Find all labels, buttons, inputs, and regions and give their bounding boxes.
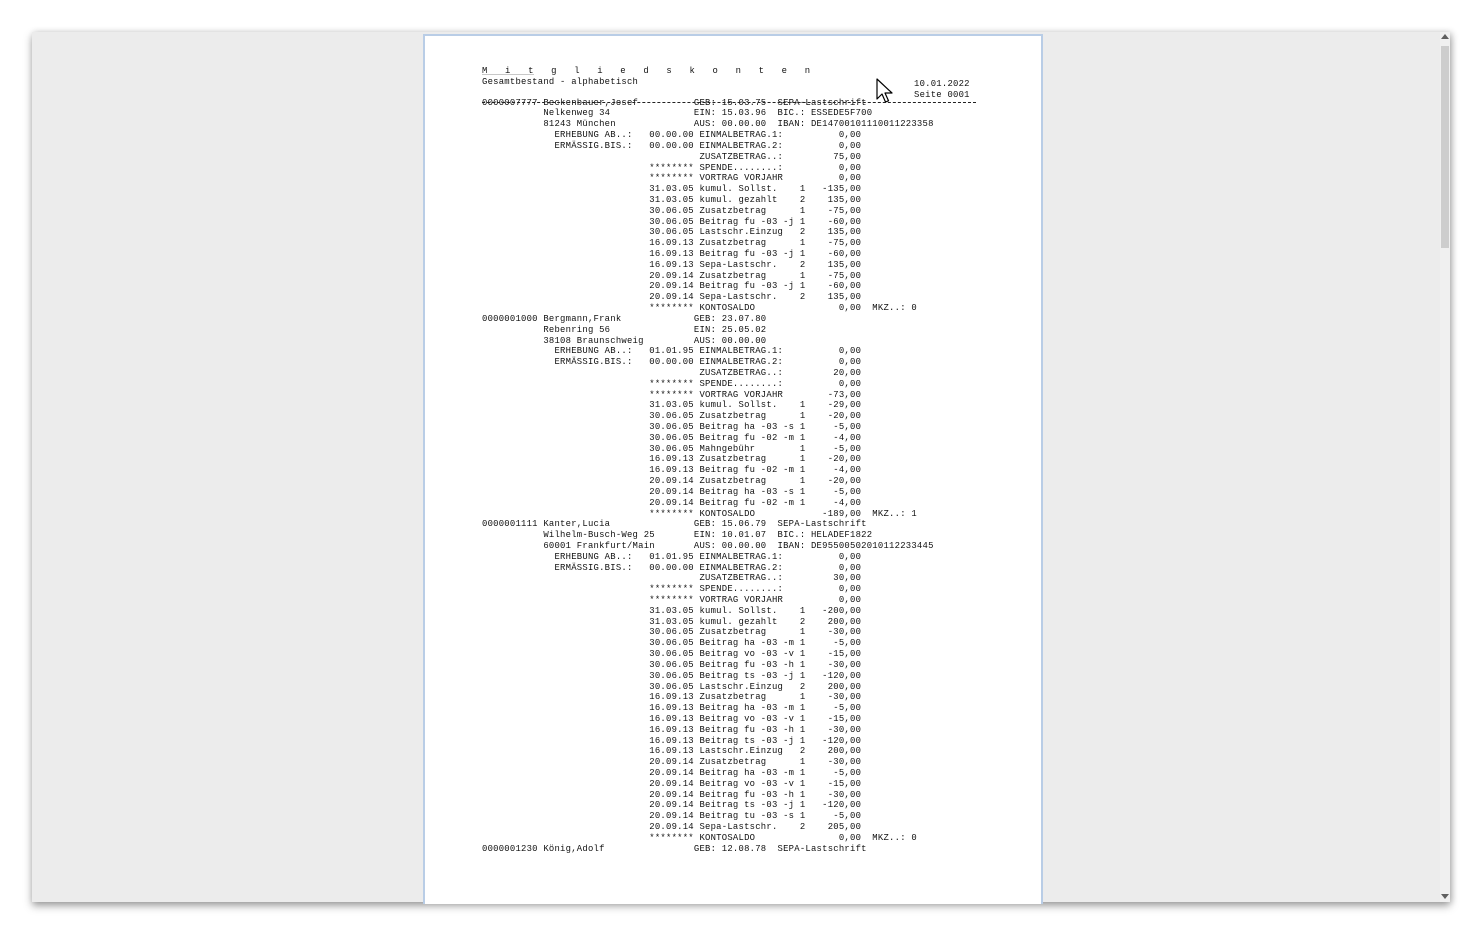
report-line: 20.09.14 Beitrag tu -03 -s 1 -5,00 — [482, 811, 862, 822]
report-line: ******** KONTOSALDO 0,00 MKZ..: 0 — [482, 832, 917, 843]
report-line: 30.06.05 Beitrag ha -03 -s 1 -5,00 — [482, 422, 862, 432]
report-line: 0000001000 Bergmann,Frank GEB: 23.07.80 — [482, 313, 767, 324]
report-line: 16.09.13 Zusatzbetrag 1 -20,00 — [482, 454, 862, 465]
report-line: 0000001111 Kanter,Lucia GEB: 15.06.79 SEPA-Lastschrift — [482, 519, 867, 530]
report-line: 0000001230 König,Adolf GEB: 12.08.78 SEPA-Lastschrift — [482, 843, 867, 854]
report-line: 30.06.05 Beitrag fu -03 -h 1 -30,00 — [482, 659, 862, 670]
scroll-up-arrow-icon[interactable] — [1441, 34, 1449, 39]
report-page-number: Seite 0001 — [914, 90, 970, 100]
report-line: ******** SPENDE........: 0,00 — [482, 162, 862, 173]
report-line: 31.03.05 kumul. gezahlt 2 135,00 — [482, 194, 862, 205]
report-line: ******** SPENDE........: 0,00 — [482, 584, 862, 595]
report-line: 31.03.05 kumul. gezahlt 2 200,00 — [482, 616, 862, 627]
report-line: ******** VORTRAG VORJAHR 0,00 — [482, 173, 862, 184]
mouse-pointer-icon — [876, 78, 894, 106]
report-line: 20.09.14 Sepa-Lastschr. 2 135,00 — [482, 292, 862, 303]
report-line: 20.09.14 Beitrag ts -03 -j 1 -120,00 — [482, 800, 862, 811]
report-line: ******** VORTRAG VORJAHR -73,00 — [482, 389, 862, 400]
report-line: 30.06.05 Beitrag ts -03 -j 1 -120,00 — [482, 670, 862, 681]
report-line: ******** VORTRAG VORJAHR 0,00 — [482, 595, 862, 605]
report-line: ZUSATZBETRAG..: 30,00 — [482, 573, 862, 584]
report-line: 30.06.05 Mahngebühr 1 -5,00 — [482, 443, 862, 454]
report-line: 30.06.05 Beitrag ha -03 -m 1 -5,00 — [482, 638, 862, 649]
report-line: 20.09.14 Beitrag fu -03 -j 1 -60,00 — [482, 281, 862, 292]
report-date: 10.01.2022 — [914, 79, 970, 89]
report-line: 30.06.05 Beitrag fu -02 -m 1 -4,00 — [482, 432, 862, 443]
scroll-thumb[interactable] — [1441, 46, 1449, 248]
report-line: 20.09.14 Sepa-Lastschr. 2 205,00 — [482, 822, 862, 833]
report-line: 38108 Braunschweig AUS: 00.00.00 — [482, 335, 767, 346]
report-text — [482, 66, 934, 855]
report-line: 81243 München AUS: 00.00.00 IBAN: DE14700101110011223358 — [482, 119, 934, 130]
report-line: 31.03.05 kumul. Sollst. 1 -200,00 — [482, 605, 862, 616]
report-line: 30.06.05 Lastschr.Einzug 2 135,00 — [482, 227, 862, 238]
report-line: 16.09.13 Zusatzbetrag 1 -30,00 — [482, 692, 862, 703]
report-line: 20.09.14 Beitrag fu -03 -h 1 -30,00 — [482, 789, 862, 800]
report-line: Nelkenweg 34 EIN: 15.03.96 BIC.: ESSEDE5F700 — [482, 108, 873, 119]
report-line: 20.09.14 Zusatzbetrag 1 -20,00 — [482, 476, 862, 487]
report-line: 31.03.05 kumul. Sollst. 1 -135,00 — [482, 184, 862, 195]
document-viewer — [32, 32, 1450, 902]
report-line: Rebenring 56 EIN: 25.05.02 — [482, 324, 767, 335]
report-line: 16.09.13 Beitrag fu -03 -j 1 -60,00 — [482, 249, 862, 259]
report-line: ERHEBUNG AB..: 01.01.95 EINMALBETRAG.1: 0,00 — [482, 346, 862, 357]
report-line: ERMÄSSIG.BIS.: 00.00.00 EINMALBETRAG.2: 0,00 — [482, 357, 862, 368]
report-line: ZUSATZBETRAG..: 75,00 — [482, 151, 862, 162]
report-body — [482, 98, 934, 855]
report-line: 20.09.14 Beitrag vo -03 -v 1 -15,00 — [482, 778, 862, 789]
report-subtitle: Gesamtbestand - alphabetisch — [482, 76, 639, 87]
report-line: 20.09.14 Beitrag ha -03 -m 1 -5,00 — [482, 768, 862, 778]
report-line: 20.09.14 Beitrag ha -03 -s 1 -5,00 — [482, 486, 862, 497]
report-line: 30.06.05 Beitrag fu -03 -j 1 -60,00 — [482, 216, 862, 227]
report-line: Wilhelm-Busch-Weg 25 EIN: 10.01.07 BIC.: HELADEF1822 — [482, 530, 873, 541]
report-line: 0000007777 Beckenbauer,Josef GEB: 15.03.75 SEPA-Lastschrift — [482, 97, 867, 108]
report-line: ERHEBUNG AB..: 01.01.95 EINMALBETRAG.1: 0,00 — [482, 551, 862, 562]
report-line: 16.09.13 Beitrag ts -03 -j 1 -120,00 — [482, 735, 862, 746]
report-line: 30.06.05 Zusatzbetrag 1 -75,00 — [482, 205, 862, 216]
report-line: 20.09.14 Zusatzbetrag 1 -30,00 — [482, 757, 862, 768]
report-line: 31.03.05 kumul. Sollst. 1 -29,00 — [482, 400, 862, 411]
report-line: 16.09.13 Zusatzbetrag 1 -75,00 — [482, 238, 862, 249]
report-line: 16.09.13 Lastschr.Einzug 2 200,00 — [482, 746, 862, 757]
report-line: 16.09.13 Beitrag ha -03 -m 1 -5,00 — [482, 703, 862, 714]
report-line: 30.06.05 Lastschr.Einzug 2 200,00 — [482, 681, 862, 692]
report-line: ZUSATZBETRAG..: 20,00 — [482, 367, 862, 378]
report-line: 30.06.05 Zusatzbetrag 1 -30,00 — [482, 627, 862, 638]
vertical-scrollbar[interactable] — [1440, 32, 1450, 902]
report-line: ERMÄSSIG.BIS.: 00.00.00 EINMALBETRAG.2: 0,00 — [482, 562, 862, 573]
report-line: ******** SPENDE........: 0,00 — [482, 378, 862, 389]
scroll-down-arrow-icon[interactable] — [1441, 894, 1449, 899]
report-line: ERHEBUNG AB..: 00.00.00 EINMALBETRAG.1: 0,00 — [482, 130, 862, 141]
report-page — [423, 34, 1043, 904]
report-line: 16.09.13 Beitrag fu -03 -h 1 -30,00 — [482, 724, 862, 735]
report-line: ******** KONTOSALDO -189,00 MKZ..: 1 — [482, 508, 917, 519]
report-line: 30.06.05 Zusatzbetrag 1 -20,00 — [482, 411, 862, 422]
report-line: 16.09.13 Beitrag fu -02 -m 1 -4,00 — [482, 465, 862, 476]
report-line: 16.09.13 Beitrag vo -03 -v 1 -15,00 — [482, 713, 862, 724]
header-divider — [482, 102, 976, 103]
report-line: 16.09.13 Sepa-Lastschr. 2 135,00 — [482, 259, 862, 270]
report-line: ERMÄSSIG.BIS.: 00.00.00 EINMALBETRAG.2: 0,00 — [482, 140, 862, 151]
report-title: M i t g l i e d s k o n t e n — [482, 66, 817, 76]
report-line: 20.09.14 Zusatzbetrag 1 -75,00 — [482, 270, 862, 281]
report-line: 30.06.05 Beitrag vo -03 -v 1 -15,00 — [482, 649, 862, 660]
report-line: 60001 Frankfurt/Main AUS: 00.00.00 IBAN: DE95500502010112233445 — [482, 540, 934, 551]
report-line: 20.09.14 Beitrag fu -02 -m 1 -4,00 — [482, 497, 862, 508]
report-line: ******** KONTOSALDO 0,00 MKZ..: 0 — [482, 303, 917, 314]
